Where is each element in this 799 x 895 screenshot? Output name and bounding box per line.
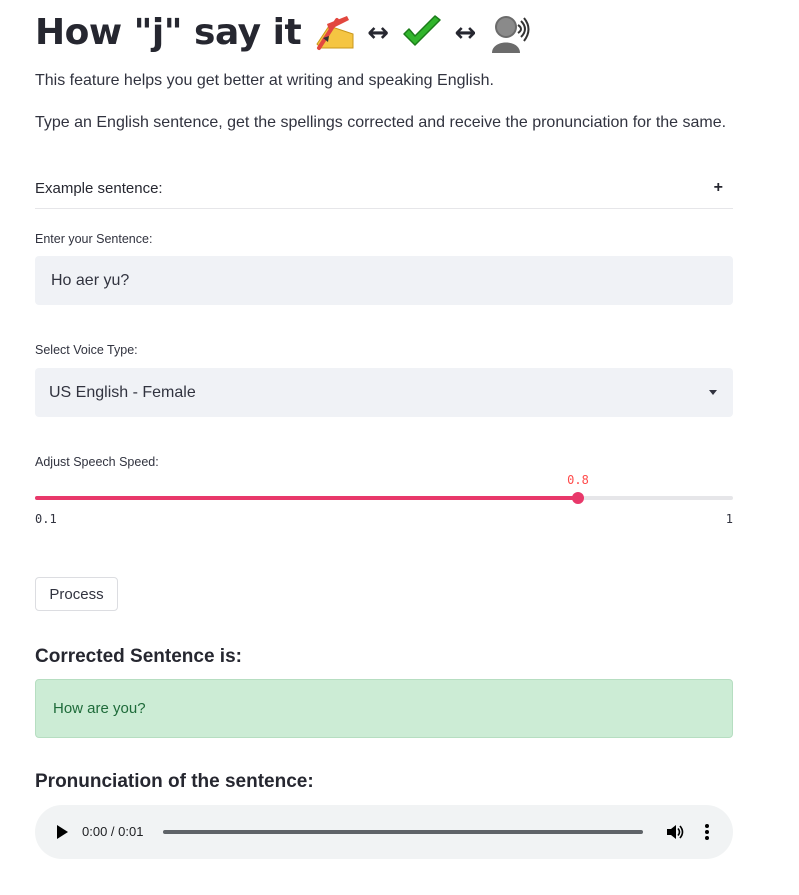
intro-line-1: This feature helps you get better at writing and speaking English.	[35, 72, 494, 89]
caret-down-icon	[709, 390, 717, 395]
play-icon[interactable]	[57, 825, 68, 839]
bidirectional-arrow-icon: ↔	[367, 17, 389, 48]
title-text: How "j" say it	[35, 12, 302, 53]
slider-thumb[interactable]	[572, 492, 584, 504]
voice-select-value: US English - Female	[49, 383, 196, 401]
more-options-icon[interactable]	[703, 822, 711, 842]
slider-min: 0.1	[35, 512, 57, 526]
corrected-sentence-text: How are you?	[53, 700, 146, 717]
corrected-sentence-alert	[35, 679, 733, 738]
speaking-head-icon	[488, 13, 530, 53]
example-sentence-expander[interactable]	[35, 168, 733, 209]
process-button[interactable]: Process	[35, 577, 118, 611]
sentence-input-label: Enter your Sentence:	[35, 232, 153, 246]
writing-hand-icon	[313, 14, 355, 52]
page-title	[35, 12, 530, 53]
voice-type-select[interactable]	[35, 368, 733, 417]
bidirectional-arrow-icon: ↔	[454, 17, 476, 48]
pronunciation-heading: Pronunciation of the sentence:	[35, 771, 314, 792]
corrected-heading: Corrected Sentence is:	[35, 646, 242, 667]
slider-track[interactable]	[35, 496, 733, 500]
speed-slider-label: Adjust Speech Speed:	[35, 455, 159, 469]
voice-select-label: Select Voice Type:	[35, 343, 138, 357]
sentence-input[interactable]	[35, 256, 733, 305]
slider-value: 0.8	[567, 473, 589, 487]
audio-progress-bar[interactable]	[163, 830, 643, 834]
audio-player[interactable]	[35, 805, 733, 859]
check-mark-icon	[401, 14, 443, 52]
slider-fill	[35, 496, 578, 500]
sentence-input-value: Ho aer yu?	[51, 271, 130, 289]
slider-max: 1	[725, 512, 733, 526]
volume-icon[interactable]	[665, 822, 685, 842]
speech-speed-slider[interactable]	[35, 470, 733, 530]
plus-icon: +	[713, 179, 723, 196]
audio-time: 0:00 / 0:01	[82, 824, 144, 839]
expander-label: Example sentence:	[35, 179, 163, 197]
intro-line-2: Type an English sentence, get the spellings corrected and receive the pronunciation for the same.	[35, 114, 727, 131]
